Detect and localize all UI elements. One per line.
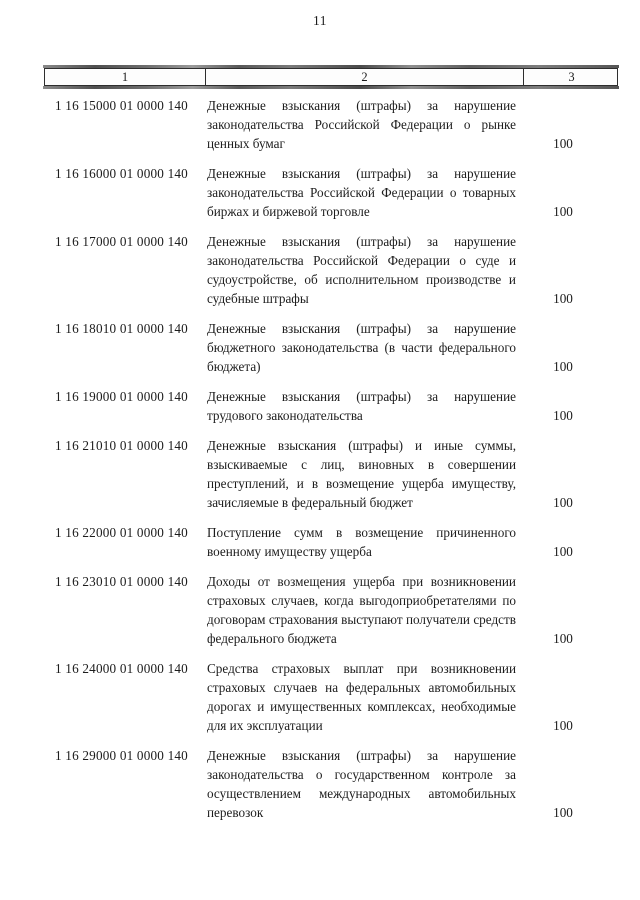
row-code-cell: 1 16 19000 01 0000 140 [55,389,188,404]
table-row [44,387,618,425]
row-description-cell: Денежные взыскания (штрафы) за нарушение законодательства Российской Федерации о рынке ценных бумаг [207,98,516,151]
row-description-cell: Поступление сумм в возмещение причиненного военному имуществу ущерба [207,525,516,559]
row-code-cell: 1 16 23010 01 0000 140 [55,574,188,589]
row-description-cell: Денежные взыскания (штрафы) за нарушение законодательства о государственном контроле за осуществлением международных автомобильных перевозок [207,748,516,820]
row-code-cell: 1 16 17000 01 0000 140 [55,234,188,249]
table-row [44,436,618,512]
row-description-cell: Денежные взыскания (штрафы) за нарушение трудового законодательства [207,389,516,423]
row-value-cell: 100 [553,631,573,646]
row-code-cell: 1 16 24000 01 0000 140 [55,661,188,676]
row-description-cell: Денежные взыскания (штрафы) за нарушение бюджетного законодательства (в части федерального бюджета) [207,321,516,374]
row-code-cell: 1 16 16000 01 0000 140 [55,166,188,181]
row-value-cell: 100 [553,204,573,219]
row-value-cell: 100 [553,408,573,423]
table-row [44,164,618,221]
row-description-cell: Доходы от возмещения ущерба при возникновении страховых случаев, когда выгодоприобретателями по договорам страхования выступают получатели средств федерального бюджета [207,574,516,646]
row-description-cell: Средства страховых выплат при возникновении страховых случаев на федеральных автомобильных дорогах и имущественных комплексах, необходимые для их эксплуатации [207,661,516,733]
table-row [44,523,618,561]
row-code-cell: 1 16 29000 01 0000 140 [55,748,188,763]
table-row [44,232,618,308]
row-value-cell: 100 [553,495,573,510]
table-header-col-2: 2 [205,69,523,85]
table-row [44,572,618,648]
table-row [44,319,618,376]
table-body [44,96,618,833]
row-code-cell: 1 16 22000 01 0000 140 [55,525,188,540]
row-value-cell: 100 [553,359,573,374]
row-value-cell: 100 [553,291,573,306]
table-row [44,96,618,153]
row-value-cell: 100 [553,718,573,733]
row-code-cell: 1 16 15000 01 0000 140 [55,98,188,113]
page-number: 11 [313,13,327,28]
row-code-cell: 1 16 21010 01 0000 140 [55,438,188,453]
row-code-cell: 1 16 18010 01 0000 140 [55,321,188,336]
table-header-col-3: 3 [523,69,619,85]
row-description-cell: Денежные взыскания (штрафы) за нарушение законодательства Российской Федерации о суде и судоустройстве, об исполнительном производстве и судебные штрафы [207,234,516,306]
row-description-cell: Денежные взыскания (штрафы) и иные суммы, взыскиваемые с лиц, виновных в совершении преступлений, и в возмещение ущерба имуществу, зачисляемые в федеральный бюджет [207,438,516,510]
row-value-cell: 100 [553,805,573,820]
table-header-row [44,68,618,86]
table-header-col-1: 1 [121,69,129,84]
table-row [44,746,618,822]
row-value-cell: 100 [553,136,573,151]
row-description-cell: Денежные взыскания (штрафы) за нарушение законодательства Российской Федерации о товарных биржах и биржевой торговле [207,166,516,219]
row-value-cell: 100 [553,544,573,559]
table-row [44,659,618,735]
